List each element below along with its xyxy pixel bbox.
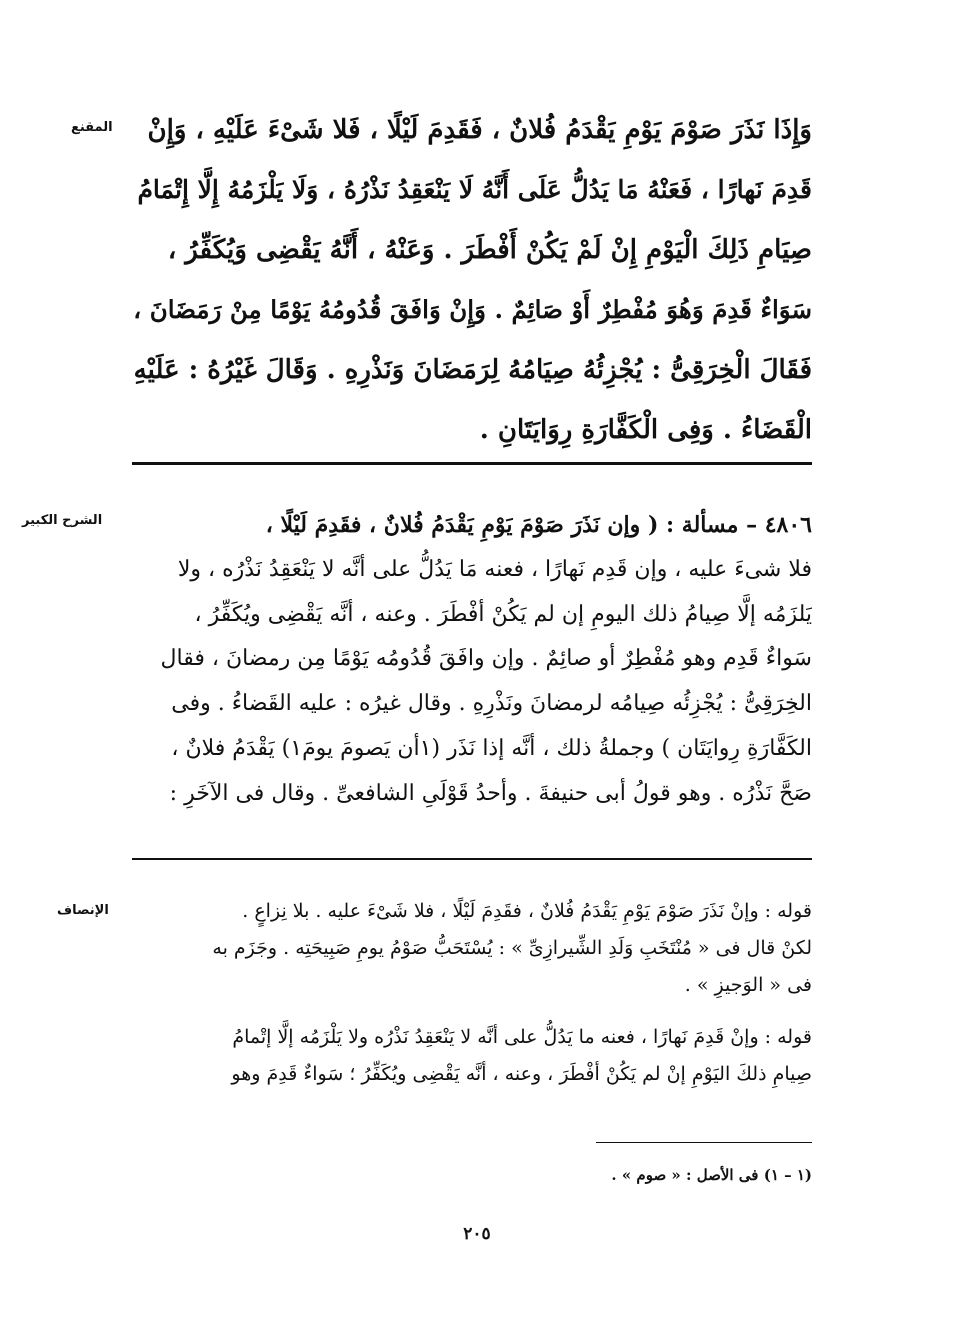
sharh-line: يَلزَمُه إلَّا صِيامُ ذلك اليومِ إن لم يَكُنْ أفْطَرَ . وعنه ، أنَّه يَقْضِى ويُكَفِّرُ ، — [194, 601, 812, 627]
insaf-line: صِيامِ ذلكَ اليَوْمِ إنْ لم يَكُنْ أفْطَرَ ، وعنه ، أنَّه يَقْضِى ويُكَفِّرُ ؛ سَواءٌ قَدِمَ وهو — [231, 1063, 812, 1085]
sharh-line: فلا شىءَ عليه ، وإن قَدِم نَهارًا ، فعنه مَا يَدُلُّ على أنَّه لا يَنْعَقِدُ نَذْرُه ، ولا — [177, 556, 812, 582]
insaf-line: قوله : وإنْ قَدِمَ نَهارًا ، فعنه ما يَدُلُّ على أنَّه لا يَنْعَقِدُ نَذْرُه ولا يَلْزَمُه إلَّا إتْمامُ — [232, 1026, 812, 1048]
insaf-line: قوله : وإنْ نَذَرَ صَوْمَ يَوْمِ يَقْدَمُ فُلانٌ ، فقَدِمَ لَيْلًا ، فلا شَىْءَ عليه . بلا نِزاعٍ . — [242, 900, 812, 922]
muqni-line: قَدِمَ نَهارًا ، فَعَنْهُ مَا يَدُلُّ عَلَى أَنَّهُ لَا يَنْعَقِدُ نَذْرُهُ ، وَلَا يَلْزَمُهُ إِلَّا إِتْمَامُ — [137, 175, 812, 204]
sharh-line: صَحَّ نَذْرُه . وهو قولُ أبى حنيفةَ . وأحدُ قَوْلَىِ الشافعىِّ . وقال فى الآخَرِ : — [169, 780, 812, 806]
sharh-line: سَواءٌ قَدِم وهو مُفْطِرٌ أو صائِمٌ . وإن وافَقَ قُدُومُه يَوْمًا مِن رمضانَ ، فقال — [160, 646, 812, 672]
section-divider-thin — [132, 858, 812, 860]
muqni-line: صِيَامِ ذَلِكَ الْيَوْمِ إِنْ لَمْ يَكُنْ أَفْطَرَ . وَعَنْهُ ، أَنَّهُ يَقْضِى وَيُكَفِّرُ ، — [167, 235, 812, 265]
footnote: (١ – ١) فى الأصل : « صوم » . — [611, 1166, 812, 1184]
page-number: ٢٠٥ — [463, 1224, 491, 1244]
muqni-text-block — [132, 100, 812, 460]
section-label-sharh: الشرح الكبير — [22, 513, 103, 528]
insaf-text-block — [132, 893, 812, 1093]
sharh-line: الخِرَقِىُّ : يُجْزِئُه صِيامُه لرمضانَ ونَذْرِهِ . وقال غيرُه : عليه القَضاءُ . وفى — [171, 691, 812, 717]
sharh-line: ٤٨٠٦ – مسألة : ( وإن نَذَرَ صَوْمَ يَوْمِ يَقْدَمُ فُلانٌ ، فقَدِمَ لَيْلًا ، — [265, 512, 812, 538]
insaf-line: فى « الوَجيزِ » . — [684, 974, 812, 996]
muqni-line: سَوَاءٌ قَدِمَ وَهُوَ مُفْطِرٌ أَوْ صَائِمٌ . وَإِنْ وَافَقَ قُدُومُهُ يَوْمًا مِنْ رَمَضَانَ ، — [133, 295, 812, 324]
muqni-line: فَقَالَ الْخِرَقِىُّ : يُجْزِئُهُ صِيَامُهُ لِرَمَضَانَ وَنَذْرِهِ . وَقَالَ غَيْرُهُ : عَلَيْهِ — [133, 355, 812, 385]
paragraph-gap — [132, 1004, 812, 1019]
sharh-text-block — [132, 503, 812, 817]
sharh-line: الكَفَّارَةِ رِوايَتَان ) وجملةُ ذلك ، أنَّه إذا نَذَر (١أن يَصومَ يومَ١) يَقْدَمُ فلانٌ ، — [171, 735, 812, 761]
muqni-line: وَإِذَا نَذَرَ صَوْمَ يَوْمِ يَقْدَمُ فُلانٌ ، فَقَدِمَ لَيْلًا ، فَلا شَىْءَ عَلَيْهِ ، وَإِنْ — [147, 115, 812, 145]
section-label-muqni: المقنع — [71, 120, 113, 135]
muqni-line: الْقَضَاءُ . وَفِى الْكَفَّارَةِ رِوَايَتَانِ . — [479, 415, 812, 445]
insaf-line: لكنْ قال فى « مُنْتَخَبِ وَلَدِ الشِّيرازِىِّ » : يُسْتَحَبُّ صَوْمُ يومِ صَبِيحَتِه . وجَزَم به — [212, 937, 812, 959]
footnote-divider — [596, 1142, 812, 1143]
section-divider-thick — [132, 462, 812, 465]
section-label-insaf: الإنصاف — [57, 903, 109, 918]
